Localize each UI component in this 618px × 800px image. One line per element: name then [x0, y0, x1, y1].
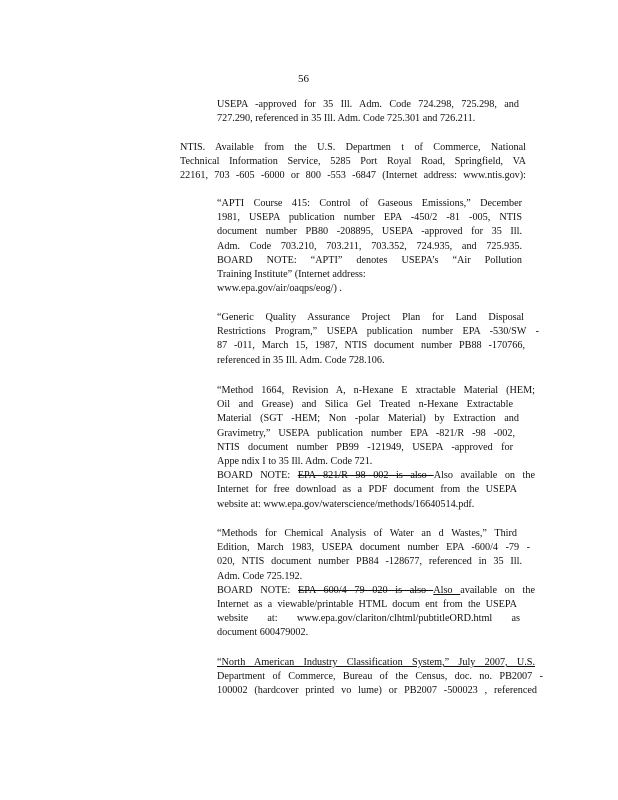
inserted-text: Also: [433, 584, 461, 596]
text-line: Internet for free download as a PDF document from the USEPA: [217, 484, 517, 496]
text-line: document number PB80 -208895, USEPA -approved for 35 Ill.: [217, 226, 522, 238]
ntis-paragraph: [180, 141, 526, 184]
text-line: referenced in 35 Ill. Adm. Code 728.106.: [217, 354, 385, 366]
board-note-label: BOARD NOTE:: [217, 584, 299, 596]
text-line: Adm. Code 725.192.: [217, 570, 303, 582]
text-line: Restrictions Program,” USEPA publication number EPA -530/SW -: [217, 326, 539, 338]
text-line: “Generic Quality Assurance Project Plan for Land Disposal: [217, 312, 524, 323]
text-line: 87 -011, March 15, 1987, NTIS document number PB88 -170766,: [217, 340, 525, 352]
text-line: Internet as a viewable/printable HTML docum ent from the USEPA: [217, 599, 517, 611]
text-line: NTIS document number PB99 -121949, USEPA -approved for: [217, 441, 513, 453]
inserted-text: Also available on the: [433, 470, 535, 482]
text-line: “Methods for Chemical Analysis of Water an d Wastes,” Third: [217, 528, 517, 539]
text-line: document 600479002.: [217, 627, 309, 639]
text-line: 100002 (hardcover printed vo lume) or PB2007 -500023 , referenced: [217, 685, 537, 697]
text-line: Appe ndix I to 35 Ill. Adm. Code 721.: [217, 456, 373, 468]
page-number: 56: [298, 73, 309, 85]
text-line: 22161, 703 -605 -6000 or 800 -553 -6847 (Internet address: www.ntis.gov):: [180, 170, 526, 182]
board-note-label: BOARD NOTE:: [217, 470, 298, 482]
method-1664-reference: [217, 384, 535, 512]
text-line: Adm. Code 703.210, 703.211, 703.352, 724.935, and 725.935.: [217, 240, 522, 252]
naics-reference: [217, 656, 543, 699]
text-fragment: available on the: [460, 584, 536, 596]
generic-qa-reference: [217, 311, 539, 368]
text-line: 1981, USEPA publication number EPA -450/2 -81 -005, NTIS: [217, 212, 522, 224]
board-note-line: [217, 584, 535, 598]
board-note-line: [217, 469, 535, 483]
intro-paragraph: [217, 98, 519, 126]
text-line: Technical Information Service, 5285 Port Royal Road, Springfield, VA: [180, 156, 526, 168]
text-line: Edition, March 1983, USEPA document number EPA -600/4 -79 -: [217, 542, 530, 554]
deleted-text: EPA 821/R 98 002 is also: [297, 470, 434, 482]
text-line: USEPA -approved for 35 Ill. Adm. Code 724.298, 725.298, and: [217, 99, 519, 110]
apti-reference: [217, 197, 522, 296]
deleted-text: EPA 600/4 79 020 is also: [298, 584, 434, 596]
text-line: NTIS. Available from the U.S. Departmen t of Commerce, National: [180, 142, 526, 153]
text-line: Department of Commerce, Bureau of the Census, doc. no. PB2007 -: [217, 671, 543, 683]
methods-chemical-reference: [217, 527, 535, 641]
text-line: BOARD NOTE: “APTI” denotes USEPA’s “Air Pollution: [217, 254, 522, 266]
text-line: 727.290, referenced in 35 Ill. Adm. Code 725.301 and 726.211.: [217, 113, 476, 125]
text-line: “APTI Course 415: Control of Gaseous Emissions,” December: [217, 198, 522, 209]
text-line: website at: www.epa.gov/clariton/clhtml/pubtitleORD.html as: [217, 613, 520, 625]
text-line: 020, NTIS document number PB84 -128677, referenced in 35 Ill.: [217, 556, 522, 568]
text-line: Oil and Grease) and Silica Gel Treated n-Hexane Extractable: [217, 399, 513, 411]
inserted-text-line: “North American Industry Classification System,” July 2007, U.S.: [217, 657, 535, 668]
text-line: Material (SGT -HEM; Non -polar Material) by Extraction and: [217, 413, 519, 425]
text-line: website at: www.epa.gov/waterscience/methods/16640514.pdf.: [217, 498, 475, 510]
text-line: www.epa.gov/air/oaqps/eog/) .: [217, 283, 342, 295]
text-line: “Method 1664, Revision A, n-Hexane E xtractable Material (HEM;: [217, 385, 535, 396]
text-line: Training Institute” (Internet address:: [217, 269, 366, 281]
text-line: Gravimetry,” USEPA publication number EPA -821/R -98 -002,: [217, 427, 515, 439]
